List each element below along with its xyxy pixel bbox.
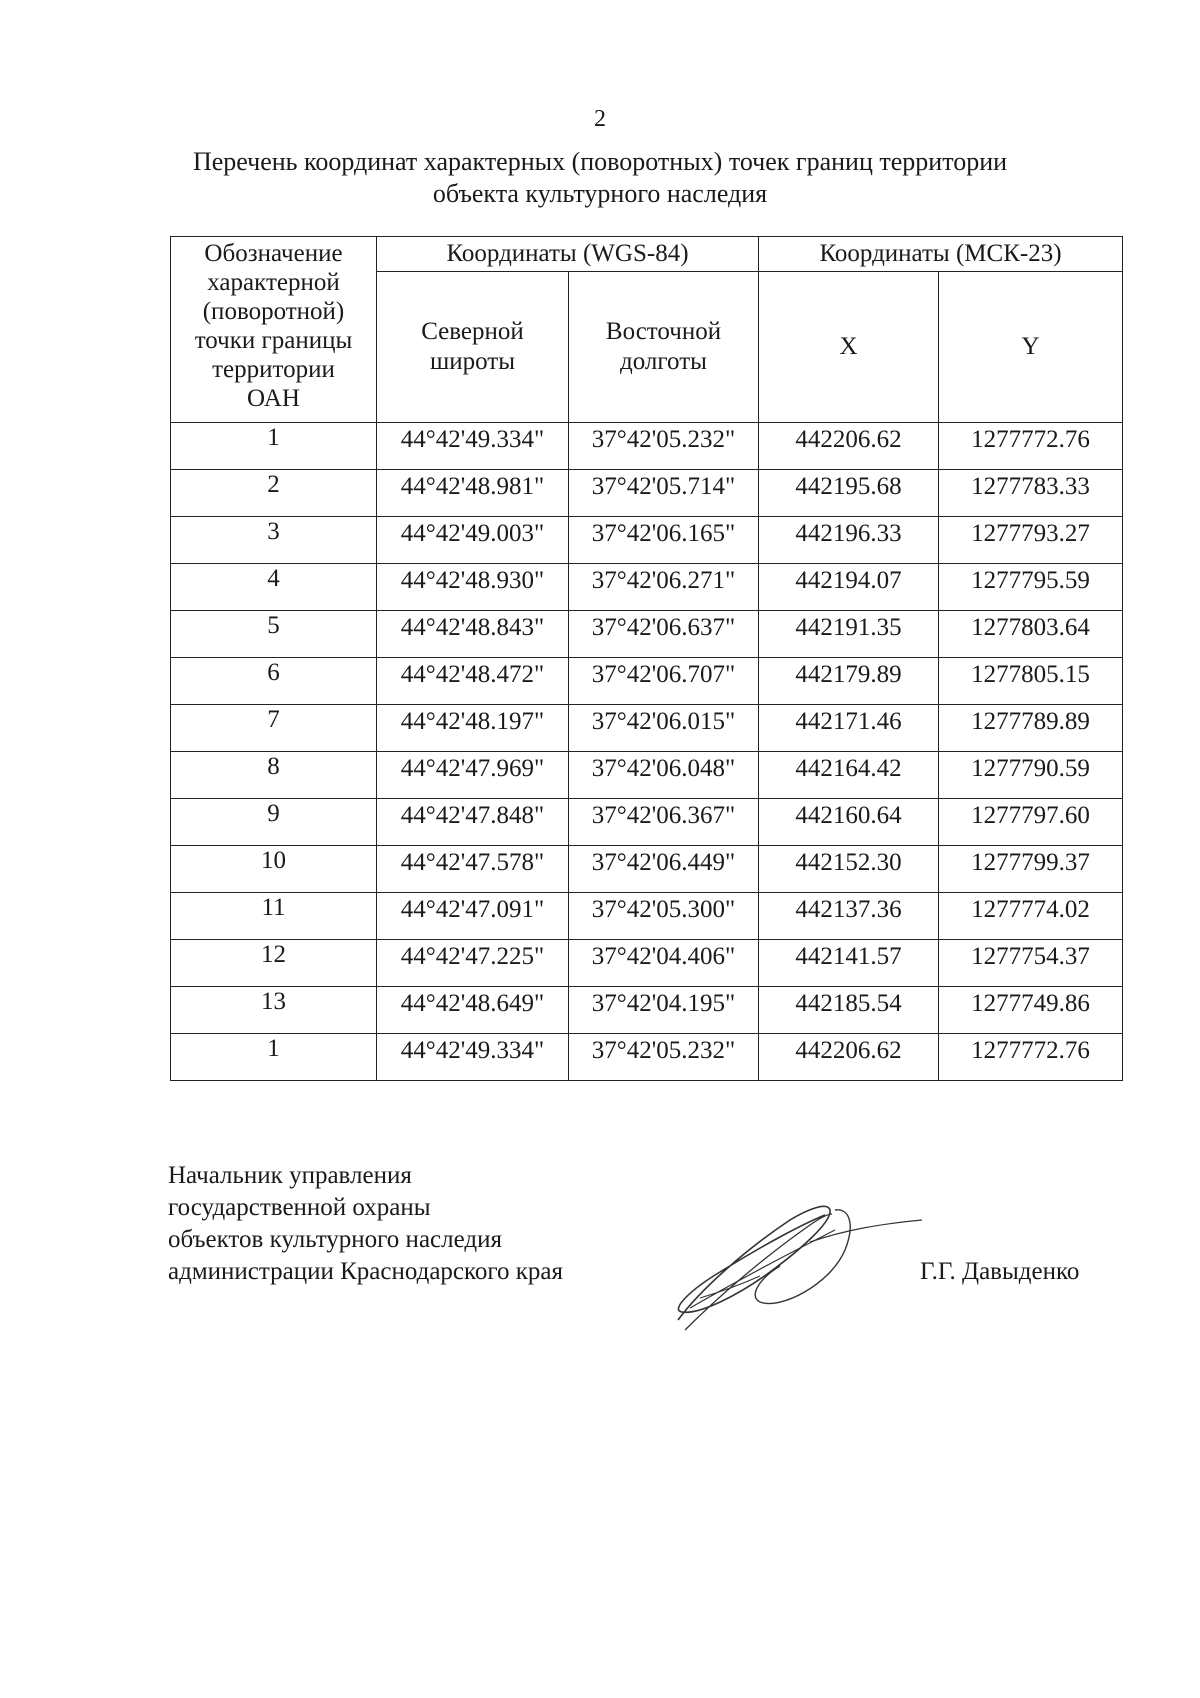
latitude-cell: 44°42'48.472" bbox=[377, 658, 569, 705]
table-row bbox=[171, 658, 1123, 705]
header-line: территории bbox=[212, 356, 335, 383]
y-cell: 1277797.60 bbox=[939, 799, 1123, 846]
latitude-cell: 44°42'47.225" bbox=[377, 940, 569, 987]
latitude-cell: 44°42'49.334" bbox=[377, 1034, 569, 1081]
table-row bbox=[171, 705, 1123, 752]
latitude-cell: 44°42'48.843" bbox=[377, 611, 569, 658]
x-cell: 442141.57 bbox=[759, 940, 939, 987]
header-line: Северной bbox=[421, 318, 524, 345]
x-header: X bbox=[759, 272, 939, 423]
latitude-cell: 44°42'47.091" bbox=[377, 893, 569, 940]
document-title bbox=[150, 146, 1050, 210]
table-row bbox=[171, 1034, 1123, 1081]
y-cell: 1277805.15 bbox=[939, 658, 1123, 705]
x-cell: 442191.35 bbox=[759, 611, 939, 658]
signature-position bbox=[168, 1160, 563, 1288]
point-cell: 2 bbox=[171, 470, 377, 517]
position-line: государственной охраны bbox=[168, 1194, 431, 1221]
longitude-cell: 37°42'06.271" bbox=[569, 564, 759, 611]
header-line: долготы bbox=[620, 348, 707, 375]
header-line: Обозначение bbox=[204, 240, 343, 267]
x-cell: 442196.33 bbox=[759, 517, 939, 564]
y-cell: 1277793.27 bbox=[939, 517, 1123, 564]
y-cell: 1277789.89 bbox=[939, 705, 1123, 752]
longitude-cell: 37°42'06.449" bbox=[569, 846, 759, 893]
latitude-cell: 44°42'47.578" bbox=[377, 846, 569, 893]
signer-name: Г.Г. Давыденко bbox=[920, 1258, 1080, 1285]
longitude-cell: 37°42'06.015" bbox=[569, 705, 759, 752]
document-title-line: Перечень координат характерных (поворотных) точек границ территории bbox=[192, 147, 1008, 176]
header-line: широты bbox=[429, 348, 516, 375]
x-cell: 442206.62 bbox=[759, 423, 939, 470]
header-line: (поворотной) bbox=[202, 298, 345, 325]
point-cell: 1 bbox=[171, 1034, 377, 1081]
table-row bbox=[171, 423, 1123, 470]
latitude-cell: 44°42'49.334" bbox=[377, 423, 569, 470]
x-cell: 442137.36 bbox=[759, 893, 939, 940]
table-row bbox=[171, 611, 1123, 658]
longitude-cell: 37°42'05.714" bbox=[569, 470, 759, 517]
page-number: 2 bbox=[594, 106, 606, 132]
y-cell: 1277774.02 bbox=[939, 893, 1123, 940]
latitude-cell: 44°42'48.197" bbox=[377, 705, 569, 752]
handwritten-signature-icon bbox=[660, 1180, 930, 1340]
point-cell: 4 bbox=[171, 564, 377, 611]
coordinates-table bbox=[170, 236, 1123, 1081]
latitude-cell: 44°42'49.003" bbox=[377, 517, 569, 564]
latitude-cell: 44°42'48.930" bbox=[377, 564, 569, 611]
y-cell: 1277772.76 bbox=[939, 423, 1123, 470]
y-cell: 1277799.37 bbox=[939, 846, 1123, 893]
point-cell: 6 bbox=[171, 658, 377, 705]
point-cell: 8 bbox=[171, 752, 377, 799]
x-cell: 442171.46 bbox=[759, 705, 939, 752]
table-row bbox=[171, 799, 1123, 846]
point-cell: 12 bbox=[171, 940, 377, 987]
longitude-cell: 37°42'06.707" bbox=[569, 658, 759, 705]
header-line: точки границы bbox=[194, 327, 353, 354]
wgs-group-header: Координаты (WGS-84) bbox=[377, 237, 759, 272]
header-line: характерной bbox=[207, 269, 340, 296]
longitude-cell: 37°42'06.048" bbox=[569, 752, 759, 799]
longitude-cell: 37°42'06.165" bbox=[569, 517, 759, 564]
latitude-cell: 44°42'48.649" bbox=[377, 987, 569, 1034]
header-line: ОАН bbox=[247, 385, 300, 412]
y-cell: 1277754.37 bbox=[939, 940, 1123, 987]
longitude-cell: 37°42'06.367" bbox=[569, 799, 759, 846]
longitude-cell: 37°42'06.637" bbox=[569, 611, 759, 658]
x-cell: 442160.64 bbox=[759, 799, 939, 846]
east-longitude-header bbox=[569, 272, 759, 423]
table-row bbox=[171, 987, 1123, 1034]
longitude-cell: 37°42'05.232" bbox=[569, 423, 759, 470]
latitude-cell: 44°42'48.981" bbox=[377, 470, 569, 517]
longitude-cell: 37°42'04.195" bbox=[569, 987, 759, 1034]
table-row bbox=[171, 940, 1123, 987]
point-cell: 3 bbox=[171, 517, 377, 564]
longitude-cell: 37°42'05.300" bbox=[569, 893, 759, 940]
point-cell: 7 bbox=[171, 705, 377, 752]
x-cell: 442152.30 bbox=[759, 846, 939, 893]
point-cell: 11 bbox=[171, 893, 377, 940]
latitude-cell: 44°42'47.848" bbox=[377, 799, 569, 846]
point-cell: 9 bbox=[171, 799, 377, 846]
point-column-header bbox=[171, 237, 377, 423]
x-cell: 442164.42 bbox=[759, 752, 939, 799]
y-cell: 1277790.59 bbox=[939, 752, 1123, 799]
table-row bbox=[171, 893, 1123, 940]
y-cell: 1277795.59 bbox=[939, 564, 1123, 611]
x-cell: 442185.54 bbox=[759, 987, 939, 1034]
x-cell: 442179.89 bbox=[759, 658, 939, 705]
latitude-cell: 44°42'47.969" bbox=[377, 752, 569, 799]
point-cell: 1 bbox=[171, 423, 377, 470]
y-cell: 1277772.76 bbox=[939, 1034, 1123, 1081]
y-cell: 1277749.86 bbox=[939, 987, 1123, 1034]
header-line: Восточной bbox=[605, 318, 722, 345]
point-cell: 10 bbox=[171, 846, 377, 893]
table-row bbox=[171, 846, 1123, 893]
msk-group-header: Координаты (МСК-23) bbox=[759, 237, 1123, 272]
table-row bbox=[171, 470, 1123, 517]
document-title-line: объекта культурного наследия bbox=[432, 179, 768, 208]
longitude-cell: 37°42'05.232" bbox=[569, 1034, 759, 1081]
table-row bbox=[171, 752, 1123, 799]
table-body bbox=[171, 423, 1123, 1081]
north-latitude-header bbox=[377, 272, 569, 423]
y-cell: 1277803.64 bbox=[939, 611, 1123, 658]
point-cell: 5 bbox=[171, 611, 377, 658]
x-cell: 442195.68 bbox=[759, 470, 939, 517]
x-cell: 442194.07 bbox=[759, 564, 939, 611]
x-cell: 442206.62 bbox=[759, 1034, 939, 1081]
table-row bbox=[171, 564, 1123, 611]
position-line: Начальник управления bbox=[168, 1162, 412, 1189]
table-row bbox=[171, 517, 1123, 564]
point-cell: 13 bbox=[171, 987, 377, 1034]
y-header: Y bbox=[939, 272, 1123, 423]
position-line: объектов культурного наследия bbox=[168, 1226, 502, 1253]
y-cell: 1277783.33 bbox=[939, 470, 1123, 517]
position-line: администрации Краснодарского края bbox=[168, 1258, 564, 1285]
longitude-cell: 37°42'04.406" bbox=[569, 940, 759, 987]
